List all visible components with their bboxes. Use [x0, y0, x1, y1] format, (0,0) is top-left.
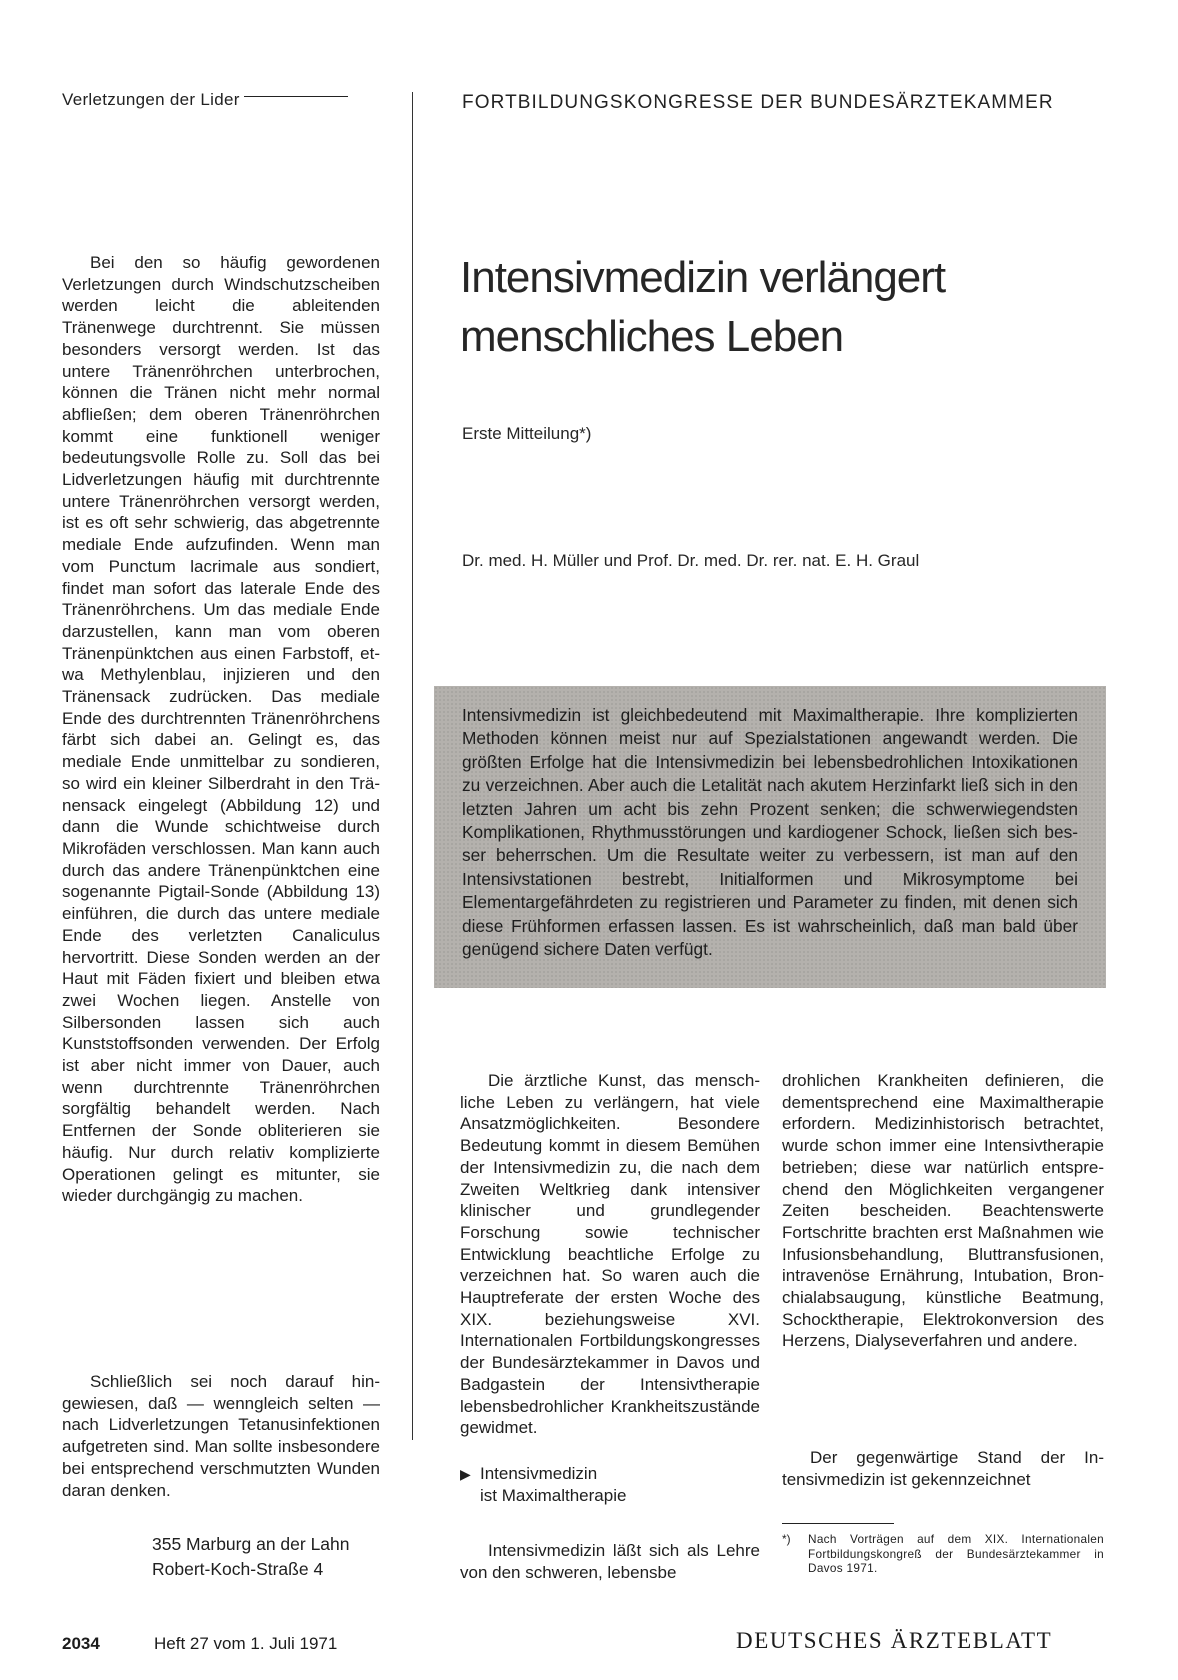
pull-quote-line-1: Intensivmedizin [480, 1464, 598, 1483]
left-column-paragraph-1 [62, 252, 380, 1207]
middle-column-paragraph-1 [460, 1070, 760, 1439]
left-column-paragraph-2 [62, 1371, 380, 1501]
issue-info: Heft 27 vom 1. Juli 1971 [154, 1634, 338, 1653]
paragraph-text: Bei den so häufig gewordenen Verletzungen durch Windschutzscheiben werden leicht die ableitenden Tränenwege durchtrennt. Sie müssen besonders versorgt werden. Ist das untere Tränenröhrchen unterbrochen, können die Tränen nicht mehr normal abfließen; dem oberen Tränenröhrchen kommt eine funktionell weniger bedeutungsvolle Rolle zu. Soll das bei Lidverletzungen häufig mit durchtrennte untere Tränenröhrchen versorgt werden, ist es oft sehr schwierig, das abgetrennte mediale Ende aufzufinden. Wenn man vom Punctum lacrimale aus sondiert, findet man sofort das laterale Ende des Tränenröhrchens. Um das mediale Ende darzustellen, kann man vom oberen Tränenpünktchen aus einen Farbstoff, etwa Methylenblau, injizieren und den Tränensack zudrücken. Das mediale Ende des durchtrennten Tränenröhrchens färbt sich dabei an. Gelingt es, das mediale Ende unmittelbar zu sondieren, so wird ein kleiner Silberdraht in den Tränensack eingelegt (Abbildung 12) und dann die Wunde schichtweise durch Mikrofäden verschlossen. Man kann auch durch das andere Tränenpünktchen eine sogenannte Pigtail-Sonde (Abbildung 13) einführen, die durch das untere mediale Ende des verletzten Canaliculus hervortritt. Diese Sonden werden an der Haut mit Fäden fixiert und bleiben etwa zwei Wochen liegen. Anstelle von Silbersonden lassen sich auch Kunststoffsonden verwenden. Der Erfolg ist aber nicht immer von Dauer, auch wenn durchtrennte Tränenröhrchen sorgfältig behandelt werden. Nach Entfernen der Sonde obliterieren sie häufig. Nur durch relativ komplizierte Operationen gelingt es mitunter, sie wieder durchgängig zu machen. [62, 253, 380, 1206]
page-number: 2034 [62, 1634, 100, 1653]
article-subtitle: Erste Mitteilung*) [462, 424, 592, 443]
footnote-mark: *) [782, 1532, 791, 1546]
journal-name: DEUTSCHES ÄRZTEBLATT [736, 1628, 1053, 1653]
pull-quote [460, 1463, 626, 1507]
right-column-paragraph-2 [782, 1447, 1104, 1490]
paragraph-text: Schließlich sei noch darauf hingewiesen, daß — wenngleich selten — nach Lidverletzungen Tetanusinfektionen aufgetreten sind. Man sollte insbesondere bei entsprechend verschmutzten Wunden daran denken. [62, 1372, 380, 1500]
author-address [152, 1532, 350, 1582]
article-title: Intensivmedizin verlängert menschliches Leben [460, 253, 946, 361]
triangle-bullet-icon: ▶ [460, 1466, 471, 1482]
abstract-text: Intensivmedizin ist gleichbedeutend mit Maximaltherapie. Ihre komplizierten Methoden können meist nur auf Spezialstationen angewandt werden. Die größten Erfolge hat die Intensivmedizin bei lebensbedrohlichen Intoxikationen zu verzeichnen. Aber auch die Letalität nach akutem Herzinfarkt ließ sich in den letzten Jahren um acht bis zehn Prozent senken; die schwerwiegendsten Komplikationen, Rhythmusstörungen und kardiogener Schock, ließen sich besser beherrschen. Um die Resultate weiter zu verbessern, ist man auf den Intensivstationen bestrebt, Initialformen und Mikrosymptome bei Elementargefährdeten zu registrieren und Parameter zu finden, mit denen sich diese Frühformen erfassen lassen. Es ist wahrscheinlich, daß man bald über genügend sichere Daten verfügt. [462, 705, 1078, 960]
paragraph-text: Intensivmedizin läßt sich als Lehre von den schweren, lebensbe [460, 1541, 760, 1582]
paragraph-text: drohlichen Krankheiten definieren, die dementsprechend eine Maximaltherapie erfordern. Medizinhistorisch betrachtet, wurde schon immer eine Intensivtherapie betrieben; diese war natürlich entsprechend den Möglichkeiten vergangener Zeiten bescheiden. Beachtenswerte Fortschritte brachten erst Maßnahmen wie Infusionsbehandlung, Bluttransfusionen, intravenöse Ernährung, Intubation, Bronchialabsaugung, künstliche Beatmung, Schocktherapie, Elektrokonversion des Herzens, Dialyseverfahren und andere. [782, 1071, 1104, 1351]
footnote-text: Nach Vorträgen auf dem XIX. Internationalen Fortbildungskongreß der Bundesärztekammer in Davos 1971. [808, 1532, 1104, 1575]
footnote-rule [782, 1523, 894, 1524]
header-rule [244, 96, 348, 97]
middle-column-paragraph-2 [460, 1540, 760, 1583]
column-divider [412, 92, 413, 1440]
address-street: Robert-Koch-Straße 4 [152, 1559, 324, 1579]
pull-quote-line-2: ist Maximaltherapie [480, 1486, 627, 1505]
footnote [782, 1532, 1104, 1576]
address-city: 355 Marburg an der Lahn [152, 1534, 350, 1554]
section-title: Verletzungen der Lider [62, 90, 240, 109]
abstract-box [434, 686, 1106, 988]
running-header-right: FORTBILDUNGSKONGRESSE DER BUNDESÄRZTEKAMMER [462, 92, 1054, 113]
paragraph-text: Der gegenwärtige Stand der Intensivmedizin ist gekennzeichnet [782, 1448, 1104, 1489]
article-authors: Dr. med. H. Müller und Prof. Dr. med. Dr. rer. nat. E. H. Graul [462, 551, 920, 570]
paragraph-text: Die ärztliche Kunst, das menschliche Leben zu verlängern, hat viele Ansatzmöglichkeiten. Besondere Bedeutung kommt in diesem Bemühen der Intensivmedizin zu, die nach dem Zweiten Weltkrieg dank intensiver klinischer und grundlegender Forschung sowie technischer Entwicklung beachtliche Erfolge zu verzeichnen hat. So waren auch die Hauptreferate der ersten Woche des XIX. beziehungsweise XVI. Internationalen Fortbildungskongresses der Bundesärztekammer in Davos und Badgastein der Intensivtherapie lebensbedrohlicher Krankheitszustände gewidmet. [460, 1071, 760, 1438]
running-header-left [62, 90, 348, 110]
right-column-paragraph-1 [782, 1070, 1104, 1352]
